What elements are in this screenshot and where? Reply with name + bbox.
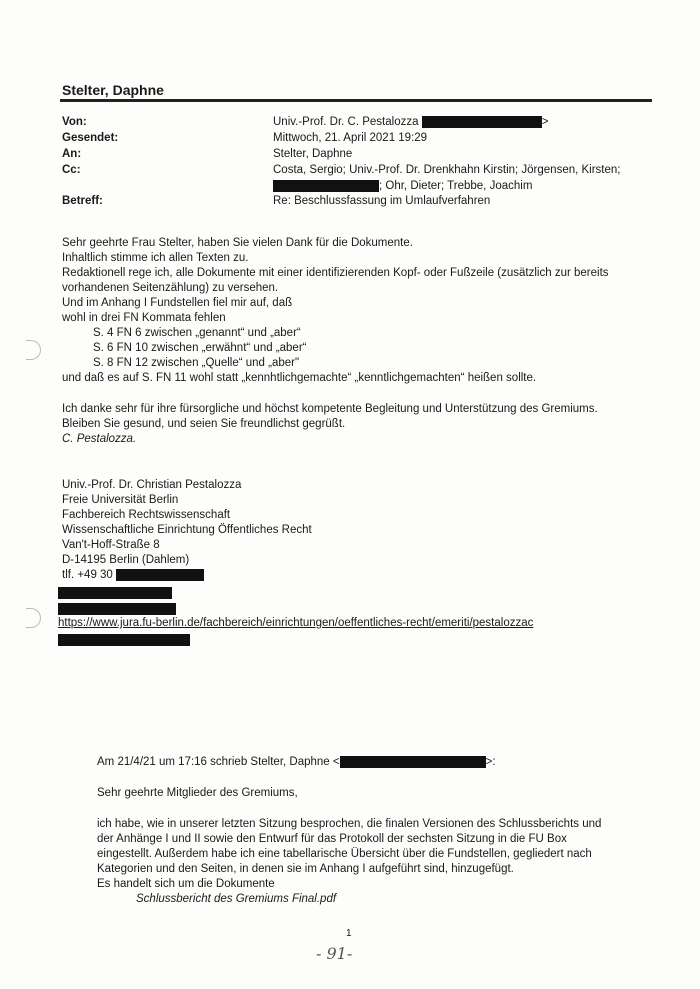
from-value	[273, 116, 548, 128]
to-label: An:	[62, 148, 82, 160]
sent-label: Gesendet:	[62, 132, 119, 144]
signature-line: Wissenschaftliche Einrichtung Öffentliches Recht	[62, 524, 312, 536]
from-suffix: >	[541, 116, 549, 129]
punch-hole-mark	[26, 608, 41, 628]
subject-value: Re: Beschlussfassung im Umlaufverfahren	[273, 195, 491, 207]
redacted-line	[58, 603, 176, 615]
cc-value-line1: Costa, Sergio; Univ.-Prof. Dr. Drenkhahn Kirstin; Jörgensen, Kirsten;	[273, 164, 621, 176]
quoted-intro-suffix: >:	[485, 756, 496, 769]
redacted-line	[58, 587, 172, 599]
body-line: vorhandenen Seitenzählung) zu versehen.	[62, 282, 279, 294]
body-line: Inhaltlich stimme ich allen Texten zu.	[62, 252, 249, 264]
body-line: Ich danke sehr für ihre fürsorgliche und höchst kompetente Begleitung und Unterstützung des Gremiums.	[62, 403, 598, 415]
redaction-box	[58, 603, 176, 615]
signature-line: Freie Universität Berlin	[62, 494, 179, 506]
body-line: Redaktionell rege ich, alle Dokumente mit einer identifizierenden Kopf- oder Fußzeile (zusätzlich zur bereits	[62, 267, 609, 279]
signature-line: Fachbereich Rechtswissenschaft	[62, 509, 231, 521]
sent-value: Mittwoch, 21. April 2021 19:29	[273, 132, 428, 144]
signature-line: Univ.-Prof. Dr. Christian Pestalozza	[62, 479, 242, 491]
punch-hole-mark	[26, 340, 41, 360]
quoted-header	[97, 756, 496, 768]
from-label: Von:	[62, 116, 87, 128]
quoted-line: Kategorien und den Seiten, in denen sie im Anhang I aufgeführt sind, hinzugefügt.	[97, 863, 514, 875]
body-line: Bleiben Sie gesund, und seien Sie freundlichst gegrüßt.	[62, 418, 346, 430]
redaction-box	[58, 634, 190, 646]
phone-prefix: tlf. +49 30	[62, 569, 113, 582]
from-name: Univ.-Prof. Dr. C. Pestalozza	[273, 116, 419, 129]
title-rule	[60, 99, 652, 102]
quoted-line: eingestellt. Außerdem habe ich eine tabellarische Übersicht über die Fundstellen, gegliedert nach	[97, 848, 592, 860]
cc-value-rest: ; Ohr, Dieter; Trebbe, Joachim	[379, 180, 533, 193]
subject-label: Betreff:	[62, 195, 103, 207]
body-line: wohl in drei FN Kommata fehlen	[62, 312, 226, 324]
body-list-item: S. 4 FN 6 zwischen „genannt“ und „aber“	[93, 327, 301, 339]
quoted-line: ich habe, wie in unserer letzten Sitzung besprochen, die finalen Versionen des Schlussberichts und	[97, 818, 602, 830]
signature-line: Van't-Hoff-Straße 8	[62, 539, 160, 551]
homepage-link[interactable]: https://www.jura.fu-berlin.de/fachbereich/einrichtungen/oeffentliches-recht/emeriti/pestalozzac	[58, 617, 534, 629]
body-line: und daß es auf S. FN 11 wohl statt „kennhtlichgemachte“ „kenntlichgemachten“ heißen sollte.	[62, 372, 537, 384]
body-list-item: S. 6 FN 10 zwischen „erwähnt“ und „aber“	[93, 342, 307, 354]
to-value: Stelter, Daphne	[273, 148, 353, 160]
sender-name-title: Stelter, Daphne	[62, 82, 164, 98]
quoted-intro: Am 21/4/21 um 17:16 schrieb Stelter, Daphne <	[97, 756, 340, 769]
redaction-box	[340, 756, 486, 768]
handwritten-page-number: - 91-	[316, 944, 353, 963]
page-number: 1	[346, 928, 352, 939]
redaction-box	[116, 569, 204, 581]
quoted-greeting: Sehr geehrte Mitglieder des Gremiums,	[97, 787, 298, 799]
quoted-document-name: Schlussbericht des Gremiums Final.pdf	[136, 893, 337, 905]
redaction-box	[273, 180, 379, 192]
body-signoff: C. Pestalozza.	[62, 433, 137, 445]
quoted-line: Es handelt sich um die Dokumente	[97, 878, 275, 890]
body-list-item: S. 8 FN 12 zwischen „Quelle“ und „aber"	[93, 357, 300, 369]
cc-value-line2	[273, 180, 532, 192]
signature-line: D-14195 Berlin (Dahlem)	[62, 554, 190, 566]
signature-phone	[62, 569, 204, 581]
redacted-line	[58, 634, 190, 646]
body-line: Und im Anhang I Fundstellen fiel mir auf, daß	[62, 297, 293, 309]
redaction-box	[58, 587, 172, 599]
redaction-box	[422, 116, 542, 128]
quoted-line: der Anhänge I und II sowie den Entwurf für das Protokoll der sechsten Sitzung in die FU Box	[97, 833, 567, 845]
cc-label: Cc:	[62, 164, 81, 176]
body-line: Sehr geehrte Frau Stelter, haben Sie vielen Dank für die Dokumente.	[62, 237, 413, 249]
